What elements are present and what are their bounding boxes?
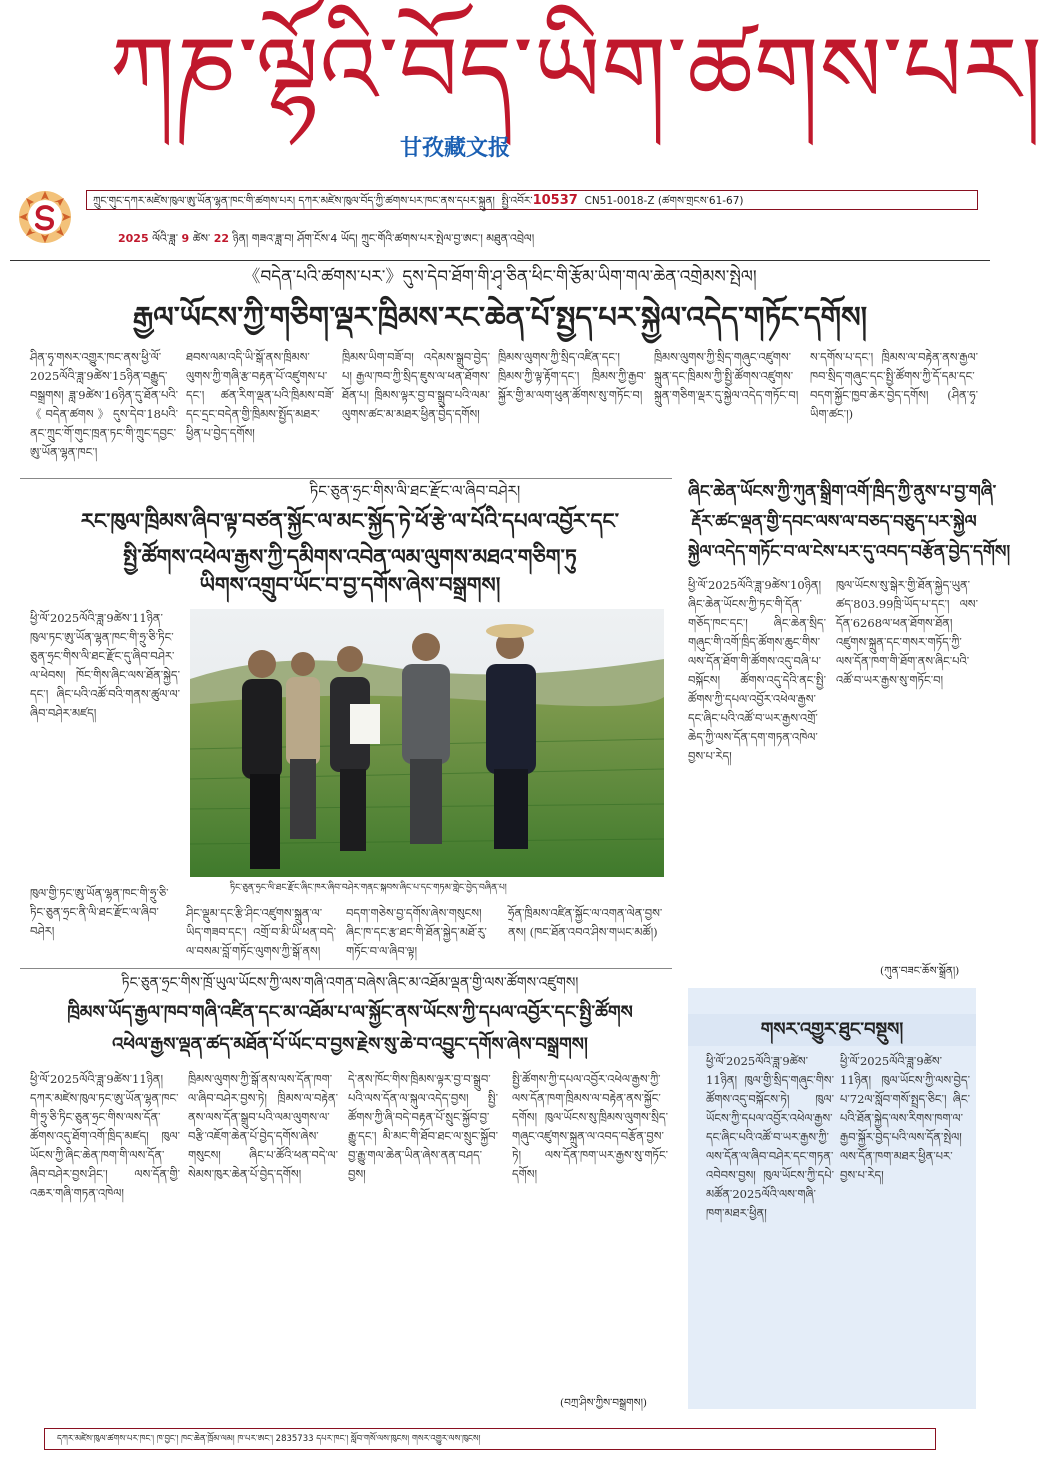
article2-kicker: ཏིང་ཅུན་ཧྲང་གིས་ལི་ཐང་རྫོང་ལ་ཞིབ་བཤེར། [309, 482, 521, 500]
divider [20, 968, 672, 969]
issue-number: 10537 [532, 193, 578, 208]
sidebar-title: གསར་འགྱུར་ཐུང་བསྡུས། [760, 1019, 904, 1040]
newspaper-logo-icon [16, 188, 74, 246]
article2-headline-1: རང་ཁུལ་ཁྲིམས་ཞིབ་ལྟ་བཙན་སྐྱོང་ལ་མང་སྐྱོད་ཏེ་ཕོ་རྩེ་ལ་པོའི་དཔལ་འབྱོར་དང་ [80, 508, 620, 533]
article3-headline-3: སྐྱེལ་འདེད་གཏོང་བ་ལ་ངེས་པར་དུ་འབད་བརྩོན་བྱེད་དགོས། [688, 542, 1011, 562]
article1-col-5: ཁྲིམས་ལུགས་ཀྱི་སྲིད་གཞུང་འཛུགས་སྐྲུན་དང་ཁྲིམས་ཀྱི་སྤྱི་ཚོགས་འཛུགས་སྐྲུན་གཅིག་ལྡར་དུ་སྐྱེལ་འདེད་གཏོང་བ། [654, 350, 799, 402]
article4-kicker: ཏིང་ཅུན་ཧྲང་གིས་ཁྲོ་ཡུལ་ཡོངས་ཀྱི་ལས་གཞི་འགན་བཞེས་ཞིང་མ་འཐོམ་ལྡན་གྱི་ལས་ཚོགས་འཛུགས། [121, 975, 579, 991]
date-year: 2025 [118, 232, 149, 245]
article1-col-1: ཤིན་ཧྭ་གསར་འགྱུར་ཁང་ནས་ཕྱི་ལོ་2025ལོའི་ཟླ་9ཚེས་15ཉིན་བརྒྱུད་བསྒྲགས། ཟླ་9ཚེས་16ཉིན་དུ་ཐོན་པའི་《བདེན་ཚགས》དུས་དེབ་18པའི་ནང་ཀྲུང་གོ་གུང་ཁྲན་ཏང་གི་ཀྲུང་དབྱང་ཨུ་ཡོན་ལྷན་ཁང་། [30, 350, 178, 459]
date-day: 22 [213, 232, 230, 245]
article3-col-2: ཁུལ་ཡོངས་སུ་སྒེར་གྱི་ཐོན་སྐྱེད་ཡུན་ཚད་803.99ཁྲི་ཡོད་པ་དང་། ལས་དོན་6268ལ་ཕན་ཐོགས་ཐོན། འཛུགས་སྐྲུན་དང་གསར་གཏོད་ཀྱི་ལས་དོན་ཁག་གི་ཐོག་ནས་ཞིང་པའི་འཚོ་བ་ཡར་རྒྱས་སུ་གཏོང་བ། [836, 578, 978, 687]
page-count: 4 [330, 232, 338, 245]
article2-headline-3: ཡིགས་འགྲུབ་ཡོང་བ་བྱ་དགོས་ཞེས་བསྒྲགས། [199, 572, 501, 597]
publication-code-suffix: (ཚགས་གྲངས་61-67) [657, 195, 744, 207]
article2-left-col: ཕྱི་ལོ་2025ལོའི་ཟླ་9ཚེས་11ཉིན་ཁུལ་ཏང་ཨུ་ཡོན་ལྷན་ཁང་གི་ཧྲུ་ཅི་ཏིང་ཅུན་ཧྲང་གིས་ལི་ཐང་རྫོང་དུ་ཞིབ་བཤེར་ལ་ཕེབས། ཁོང་གིས་ཞིང་ལས་ཐོན་སྐྱེད་དང་། ཞིང་པའི་འཚོ་བའི་གནས་ཚུལ་ལ་ཞིབ་བཤེར་མཛད། [30, 611, 180, 720]
article4-headline-2: འཕེལ་རྒྱས་ལྡན་ཚད་མཐོན་པོ་ཡོང་བ་བྱས་རྗེས་སུ་ཆེ་བ་འབྱུང་དགོས་ཞེས་བསྒྲགས། [112, 1034, 588, 1055]
article1-kicker: 《བདེན་པའི་ཚགས་པར་》དུས་དེབ་ཐོག་གི་ཤྭ་ཅིན་ཕིང་གི་རྩོམ་ཡིག་གལ་ཆེན་འགྲེམས་སྤེལ། [243, 267, 757, 287]
publication-code: CN51-0018-Z [584, 195, 655, 207]
publication-info-bar [86, 190, 978, 210]
publisher-text: ཀྲུང་གུང་དཀར་མཛེས་ཁུལ་ཨུ་ཡོན་ལྷན་ཁང་གི་ཚགས་པར། དཀར་མཛེས་ཁུལ་བོད་ཀྱི་ཚགས་པར་ཁང་ནས་དཔར་སྐྲུན། [93, 195, 495, 207]
article3-col-1: ཕྱི་ལོ་2025ལོའི་ཟླ་9ཚེས་10ཉིན། ཞིང་ཆེན་ཡོངས་ཀྱི་ཏང་གི་དོན་གཅོད་ཁང་དང་། ཞིང་ཆེན་སྲིད་གཞུང་གི་འགོ་ཁྲིད་ཚོགས་ཆུང་གིས་ལས་དོན་ཐོག་གི་ཚོགས་འདུ་བཞི་པ་བསྐོངས། ཚོགས་འདུ་དེའི་ནང་སྤྱི་ཚོགས་ཀྱི་དཔལ་འབྱོར་འཕེལ་རྒྱས་དང་ཞིང་པའི་འཚོ་བ་ཡར་རྒྱས་འགྲོ་ཆེད་ཀྱི་ལས་དོན་དག་གཏན་འཁེལ་བྱས་པ་རེད། [688, 578, 826, 763]
article1-headline: རྒྱལ་ཡོངས་ཀྱི་གཅིག་ལྡར་ཁྲིམས་རང་ཆེན་པོ་སྤྱད་པར་སྐྱེལ་འདེད་གཏོང་དགོས། [132, 300, 868, 334]
article1-col-3: ཁྲིམས་ཡིག་བཟོ་བ། འདེམས་སྒྲུབ་བྱེད་པ། རྒྱལ་ཁབ་ཀྱི་སྲིད་ཇུས་ལ་ཕན་ཐོགས་ཐོན་པ། ཁྲིམས་ལྟར་བྱ་བ་སྒྲུབ་པའི་ལམ་ལུགས་ཚང་མ་མཐར་ཕྱིན་བྱེད་དགོས། [342, 350, 490, 421]
article2-below-col-3: ཧྲོན་ཁྲིམས་འཛིན་སྐྱོང་ལ་འགན་ལེན་བྱས་ནས། (ཁང་ཐོན་འབའ་ཤིས་གཡང་མཚོ།) [508, 906, 663, 939]
masthead-chinese-title: 甘孜藏文报 [399, 136, 510, 161]
weekday-label: གཟའ་ཟླ་བ། [251, 232, 294, 245]
article4-col-1: ཕྱི་ལོ་2025ལོའི་ཟླ་9ཚེས་11ཉིན། དཀར་མཛེས་ཁུལ་ཏང་ཨུ་ཡོན་ལྷན་ཁང་གི་ཧྲུ་ཅི་ཏིང་ཅུན་ཧྲང་གིས་ལས་དོན་ཚོགས་འདུ་ཐོག་འགོ་ཁྲིད་མཛད། ཁུལ་ཡོངས་ཀྱི་ཞིང་ཆེན་ཁག་གི་ལས་དོན་ཞིབ་བཤེར་བྱས་ཤིང་། ལས་དོན་གྱི་འཆར་གཞི་གཏན་འཁེལ། [30, 1072, 180, 1200]
article4-col-2: ཁྲིམས་ལུགས་ཀྱི་སྒོ་ནས་ལས་དོན་ཁག་ལ་ཞིབ་བཤེར་བྱས་ཏེ། ཁྲིམས་ལ་བརྟེན་ནས་ལས་དོན་སྒྲུབ་པའི་ལམ་ལུགས་ལ་བརྩི་འཇོག་ཆེན་པོ་བྱེད་དགོས་ཞེས་གསུངས། ཞིང་པ་ཚོའི་ཕན་བདེ་ལ་སེམས་ཁུར་ཆེན་པོ་བྱེད་དགོས། [188, 1072, 338, 1181]
article4-headline-1: ཁྲིམས་ཡོད་རྒྱལ་ཁབ་གཞི་འཛིན་དང་མ་འཐོམ་པ་ལ་སྐྱོང་ནས་ཡོངས་ཀྱི་དཔལ་འབྱོར་དང་སྤྱི་ཚོགས [67, 1002, 633, 1023]
photo-caption: ཏིང་ཅུན་ཧྲང་ལི་ཐང་རྫོང་ཞིང་ཁར་ཞིབ་བཤེར་གནང་སྐབས་ཞིང་པ་དང་གཏམ་གླེང་བྱེད་བཞིན་པ། [230, 883, 507, 893]
article2-below-col-2: བདག་གཅེས་བྱ་དགོས་ཞེས་གསུངས། ཞིང་ཁ་དང་རྩ་ཐང་གི་ཐོན་སྐྱེད་མཐོ་རུ་གཏོང་བ་ལ་ཞིབ་ལྟ། [346, 906, 487, 958]
news-photo [190, 609, 664, 877]
article3-byline: (ཀུན་བཟང་ཆོས་སྒྲོན།) [880, 965, 960, 977]
article4-col-3: དེ་ནས་ཁོང་གིས་ཁྲིམས་ལྟར་བྱ་བ་སྒྲུབ་པའི་ལས་དོན་ལ་སྐུལ་འདེད་བྱས། སྤྱི་ཚོགས་ཀྱི་ཞི་བདེ་བརྟན་པོ་སྲུང་སྐྱོབ་བྱ་རྒྱུ་དང་། མི་མང་གི་ཐོབ་ཐང་ལ་སྲུང་སྐྱོབ་བྱ་རྒྱུ་གལ་ཆེན་ཡིན་ཞེས་ནན་བཤད་བྱས། [348, 1072, 498, 1181]
article3-headline-1: ཞིང་ཆེན་ཡོངས་ཀྱི་ཀུན་སྒྲིག་འགོ་ཁྲིད་ཀྱི་ནུས་པ་བྱ་གཞི་ [688, 482, 997, 502]
article1-col-4: ཁྲིམས་ལུགས་ཀྱི་སྲིད་འཛིན་དང་། ཁྲིམས་ཀྱི་ལྟ་རྟོག་དང་། ཁྲིམས་ཀྱི་རྒྱབ་སྐྱོར་གྱི་མ་ལག་ཕུན་ཚོགས་སུ་གཏོང་བ། [498, 350, 646, 402]
issue-prefix: སྤྱི་འབོར་ [501, 195, 533, 207]
masthead-title: ཀཎ་ལྷོའི་བོད་ཡིག་ཚགས་པར། [110, 17, 1043, 124]
article4-byline: (བཀྲ་ཤིས་ཀྱིས་བསྒྲགས།) [560, 1397, 648, 1409]
date-month: 9 [181, 232, 190, 245]
sidebar-col-1: ཕྱི་ལོ་2025ལོའི་ཟླ་9ཚེས་11ཉིན། ཁུལ་གྱི་སྲིད་གཞུང་གིས་ཚོགས་འདུ་བསྐོངས་ཏེ། ཁུལ་ཡོངས་ཀྱི་དཔལ་འབྱོར་འཕེལ་རྒྱས་དང་ཞིང་པའི་འཚོ་བ་ཡར་རྒྱས་ཀྱི་ལས་དོན་ལ་ཞིབ་བཤེར་དང་གཏན་འབེབས་བྱས། ཁུལ་ཡོངས་ཀྱི་དཔེ་མཚོན་2025ལོའི་ལས་གཞི་ཁག་མཐར་ཕྱིན། [706, 1054, 834, 1220]
divider [20, 478, 672, 479]
sidebar-col-2: ཕྱི་ལོ་2025ལོའི་ཟླ་9ཚེས་11ཉིན། ཁུལ་ཡོངས་ཀྱི་ལས་བྱེད་པ་72ལ་སློབ་གསོ་སྤྲད་ཅིང་། ཞིང་པའི་ཐོན་སྐྱེད་ལས་རིགས་ཁག་ལ་རྒྱབ་སྐྱོར་བྱེད་པའི་ལས་དོན་སྤེལ། ལས་དོན་ཁག་མཐར་ཕྱིན་པར་བྱས་པ་རེད། [840, 1054, 970, 1182]
date-line: 2025 ལོའི་ཟླ་ 9 ཚེས་ 22 ཉིན། གཟའ་ཟླ་བ། ཤོག་ངོས་4 ཡོད། ཀྲུང་གོའི་ཚགས་པར་སྤེལ་བྱ་ཨང་། མཐུན་འབྲེལ། [118, 232, 535, 245]
article2-headline-2: སྤྱི་ཚོགས་འཕེལ་རྒྱས་ཀྱི་དམིགས་འབེན་ལམ་ལུགས་མཐའ་གཅིག་ཏུ [123, 544, 577, 569]
article2-below-col-1: ཤིང་ལྡུམ་དང་རྩི་ཤིང་འཛུགས་སྐྲུན་ལ་ཡིད་གཟབ་དང་། འགྲོ་བ་མི་ཡི་ཕན་བདེ་ལ་བསམ་བློ་གཏོང་ལུགས་ཀྱི་སྒོ་ནས། [186, 906, 336, 958]
article1-col-6: ས་དགོས་པ་དང་། ཁྲིམས་ལ་བརྟེན་ནས་རྒྱལ་ཁབ་སྲིད་གཞུང་དང་སྤྱི་ཚོགས་ཀྱི་དོ་དམ་དང་བདག་སྐྱོང་ཁྱབ་ཆེར་བྱེད་དགོས། (ཤིན་ཧྭ་ཡིག་ཚང་།) [810, 350, 978, 421]
article4-col-4: སྤྱི་ཚོགས་ཀྱི་དཔལ་འབྱོར་འཕེལ་རྒྱས་ཀྱི་ལས་དོན་ཁག་ཁྲིམས་ལ་བརྟེན་ནས་སྐྱོང་དགོས། ཁུལ་ཡོངས་སུ་ཁྲིམས་ལུགས་སྲིད་གཞུང་འཛུགས་སྐྲུན་ལ་འབད་བརྩོན་བྱས་ཏེ། ལས་དོན་ཁག་ཡར་རྒྱས་སུ་གཏོང་དགོས། [512, 1072, 668, 1181]
article2-left-col-2: ཁུལ་གྱི་ཏང་ཨུ་ཡོན་ལྷན་ཁང་གི་ཧྲུ་ཅི་ཏིང་ཅུན་ཧྲང་ནི་ལི་ཐང་རྫོང་ལ་ཞིབ་བཤེར། [30, 886, 169, 938]
article3-headline-2: རྡོར་ཚང་ལྡན་གྱི་དབང་ལས་ལ་བཅད་བཅུད་པར་སྐྱེལ [691, 512, 977, 532]
article1-col-2: ཐབས་ལམ་འདི་ཡི་སྒོ་ནས་ཁྲིམས་ལུགས་ཀྱི་གཞི་རྩ་བརྟན་པོ་འཛུགས་པ་དང་། ཚན་རིག་ལྡན་པའི་ཁྲིམས་བཟོ་དང་དྲང་བདེན་གྱི་ཁྲིམས་སྤྱོད་མཐར་ཕྱིན་པ་བྱེད་དགོས། [186, 350, 334, 440]
masthead-rule [10, 260, 990, 261]
footer-bar: དཀར་མཛེས་ཁུལ་ཚགས་པར་ཁང་། ཁ་བྱང་། ཁང་ཆེན་ཁྲོམ་ལམ། ཁ་པར་ཨང་། 2835733 དཔར་ཁང་། སློབ་གསོ་ལས་ཁུངས། གསར་འགྱུར་ལས་ཁུངས། [44, 1428, 936, 1450]
